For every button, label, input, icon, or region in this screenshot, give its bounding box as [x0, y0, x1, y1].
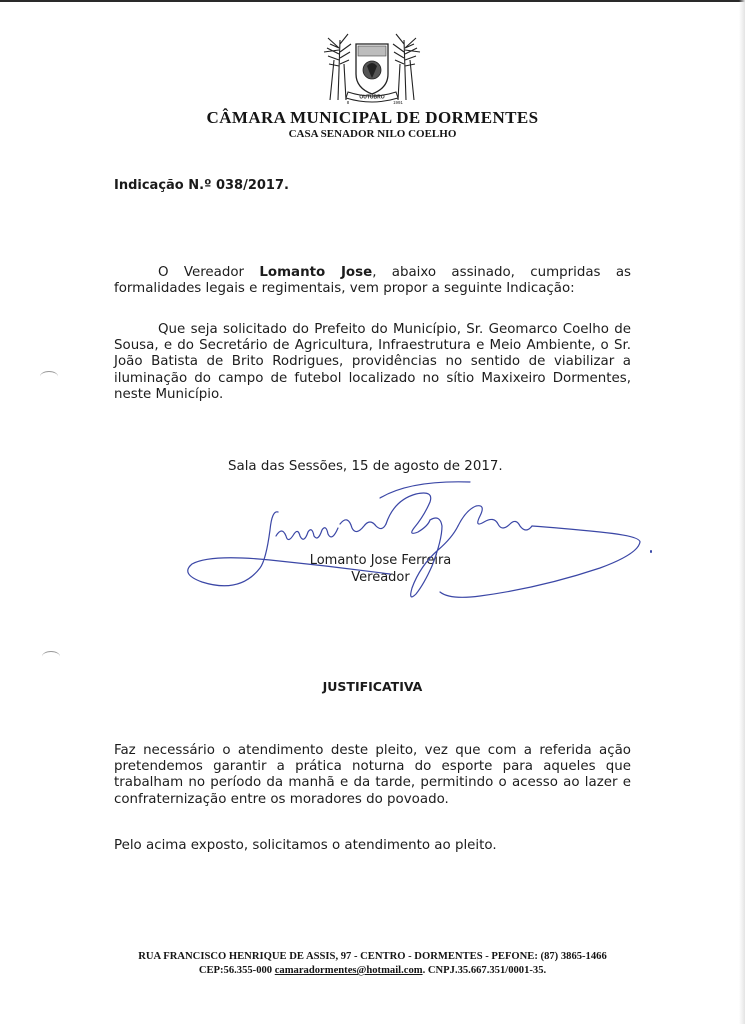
footer-contact [0, 965, 745, 976]
punch-hole-mark [42, 651, 60, 662]
councilman-name: Lomanto Jose [259, 265, 373, 280]
footer-address: RUA FRANCISCO HENRIQUE DE ASSIS, 97 - CENTRO - DORMENTES - PEFONE: (87) 3865-1466 [138, 951, 607, 962]
request-paragraph: Que seja solicitado do Prefeito do Município, Sr. Geomarco Coelho de Sousa, e do Secretário de Agricultura, Infraestrutura e Meio Ambiente, o Sr. João Batista de Brito Rodrigues, providências no sentido de viabilizar a iluminação do campo de futebol localizado no sítio Maxixeiro Dormentes, neste Município. [114, 322, 631, 402]
intro-suffix: , abaixo assinado, cumpridas as formalidades legais e regimentais, vem propor a seguinte Indicação: [114, 265, 632, 297]
ink-speck [650, 550, 652, 553]
footer-email-link[interactable]: camaradormentes@hotmail.com [274, 965, 423, 976]
handwritten-signature [180, 470, 660, 610]
footer-cnpj: . CNPJ.35.667.351/0001-35. [422, 965, 547, 976]
page-right-shadow [739, 0, 745, 1024]
crest-year-left: 8 [346, 100, 350, 105]
signer-name: Lomanto Jose Ferreira [309, 553, 452, 568]
crest-banner-text: OUTUBRO [359, 94, 385, 101]
justification-paragraph-1: Faz necessário o atendimento deste pleito, vez que com a referida ação pretendemos garantir a prática noturna do esporte para aqueles que trabalham no período da manhã e da tarde, permitindo o acesso ao lazer e confraternização entre os moradores do povoado. [114, 743, 631, 807]
place-and-date: Sala das Sessões, 15 de agosto de 2017. [228, 459, 503, 474]
punch-hole-mark [40, 371, 58, 382]
crest-year-right: 1991 [393, 100, 403, 105]
justification-title: JUSTIFICATIVA [322, 679, 423, 694]
footer-cep: CEP:56.355-000 [198, 965, 275, 976]
page-top-edge [0, 0, 745, 2]
document-number: Indicação N.º 038/2017. [114, 178, 289, 193]
municipal-crest-emblem [318, 30, 426, 106]
institution-subtitle: CASA SENADOR NILO COELHO [288, 128, 457, 140]
signer-role: Vereador [351, 570, 410, 585]
intro-paragraph [114, 265, 631, 297]
intro-prefix: O Vereador [158, 265, 260, 280]
justification-paragraph-2: Pelo acima exposto, solicitamos o atendimento ao pleito. [114, 838, 497, 853]
institution-title: CÂMARA MUNICIPAL DE DORMENTES [206, 108, 539, 127]
